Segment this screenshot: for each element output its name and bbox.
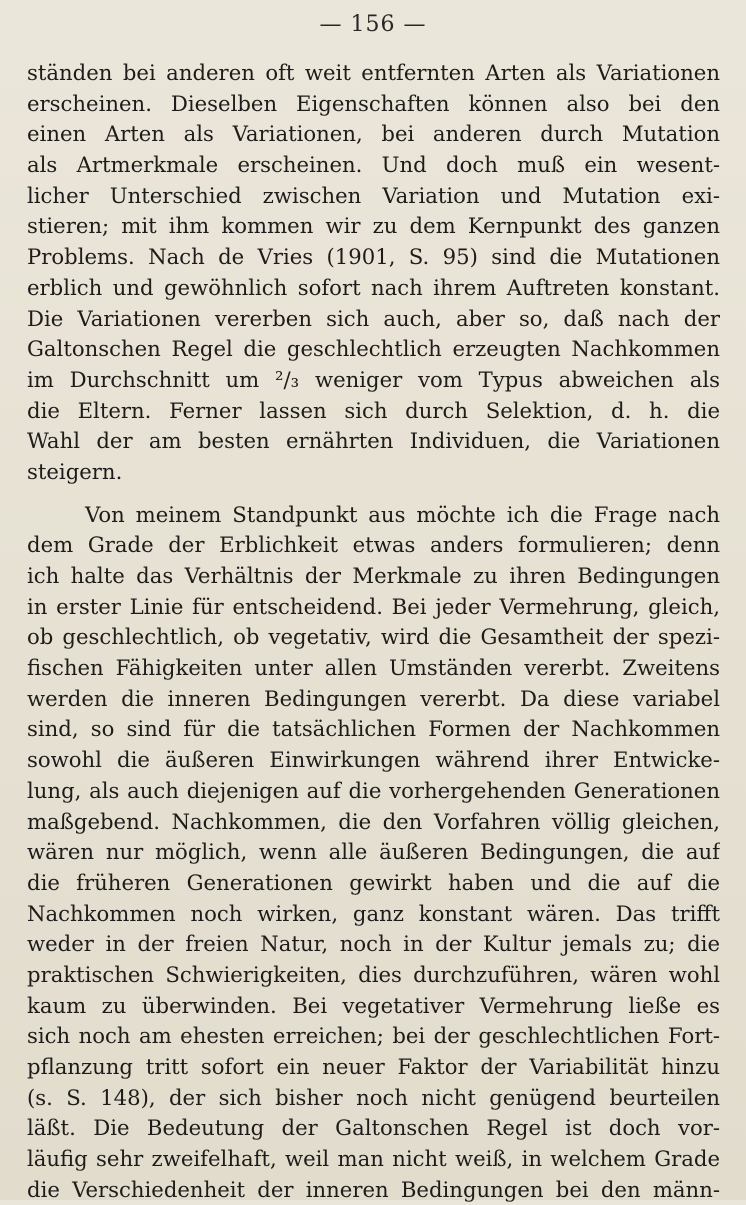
- text-line: sowohl die äußeren Einwirkungen während ihrer Entwicke-: [27, 747, 720, 773]
- text-line: Problems. Nach de Vries (1901, S. 95) sind die Mutationen: [27, 244, 720, 270]
- text-line: erblich und gewöhnlich sofort nach ihrem Auftreten konstant.: [27, 274, 720, 300]
- text-line: in erster Linie für entscheidend. Bei jeder Vermehrung, gleich,: [27, 593, 720, 619]
- text-line: die Verschiedenheit der inneren Bedingungen bei den männ-: [27, 1176, 720, 1202]
- text-line: Wahl der am besten ernährten Individuen, die Variationen: [27, 428, 720, 454]
- text-line: läufig sehr zweifelhaft, weil man nicht weiß, in welchem Grade: [27, 1146, 720, 1172]
- text-line: fischen Fähigkeiten unter allen Umständen vererbt. Zweitens: [27, 655, 720, 681]
- text-line: Die Variationen vererben sich auch, aber so, daß nach der: [27, 305, 720, 331]
- text-line: pflanzung tritt sofort ein neuer Faktor der Variabilität hinzu: [27, 1054, 720, 1079]
- text-line: weder in der freien Natur, noch in der Kultur jemals zu; die: [27, 931, 720, 957]
- text-line: ich halte das Verhältnis der Merkmale zu ihren Bedingungen: [27, 563, 720, 588]
- text-line: lung, als auch diejenigen auf die vorhergehenden Generationen: [27, 777, 720, 803]
- text-line: ständen bei anderen oft weit entfernten Arten als Variationen: [27, 60, 720, 85]
- text-line: Von meinem Standpunkt aus möchte ich die Frage nach: [85, 501, 720, 527]
- text-line: einen Arten als Variationen, bei anderen durch Mutation: [27, 121, 720, 147]
- text-line: läßt. Die Bedeutung der Galtonschen Regel ist doch vor-: [27, 1115, 720, 1141]
- text-line: Galtonschen Regel die geschlechtlich erzeugten Nachkommen: [27, 336, 720, 362]
- text-line: stieren; mit ihm kommen wir zu dem Kernpunkt des ganzen: [27, 213, 720, 239]
- text-line: als Artmerkmale erscheinen. Und doch muß ein wesent-: [27, 152, 720, 178]
- text-line: kaum zu überwinden. Bei vegetativer Vermehrung ließe es: [27, 992, 720, 1018]
- text-line: die früheren Generationen gewirkt haben und die auf die: [27, 869, 720, 895]
- paragraph: [27, 58, 720, 488]
- text-line: dem Grade der Erblichkeit etwas anders formulieren; denn: [27, 532, 720, 558]
- text-line: Nachkommen noch wirken, ganz konstant wären. Das trifft: [27, 900, 720, 926]
- text-line: (s. S. 148), der sich bisher noch nicht genügend beurteilen: [27, 1084, 720, 1110]
- body-text: [27, 58, 720, 1205]
- text-line: maßgebend. Nachkommen, die den Vorfahren völlig gleichen,: [27, 808, 720, 834]
- text-line: steigern.: [27, 458, 123, 484]
- text-line: erscheinen. Dieselben Eigenschaften können also bei den: [27, 90, 720, 116]
- text-line: licher Unterschied zwischen Variation und Mutation exi-: [27, 182, 720, 208]
- text-line: werden die inneren Bedingungen vererbt. Da diese variabel: [27, 685, 720, 711]
- page-number: — 156 —: [319, 12, 427, 37]
- text-line: im Durchschnitt um ²/₃ weniger vom Typus abweichen als: [27, 366, 720, 392]
- paragraph: [27, 500, 720, 1205]
- text-line: die Eltern. Ferner lassen sich durch Selektion, d. h. die: [27, 397, 720, 423]
- text-line: praktischen Schwierigkeiten, dies durchzuführen, wären wohl: [27, 961, 720, 987]
- text-line: sich noch am ehesten erreichen; bei der geschlechtlichen Fort-: [27, 1023, 720, 1049]
- text-line: ob geschlechtlich, ob vegetativ, wird die Gesamtheit der spezi-: [27, 624, 720, 650]
- text-line: wären nur möglich, wenn alle äußeren Bedingungen, die auf: [27, 839, 720, 865]
- text-line: sind, so sind für die tatsächlichen Formen der Nachkommen: [27, 716, 720, 742]
